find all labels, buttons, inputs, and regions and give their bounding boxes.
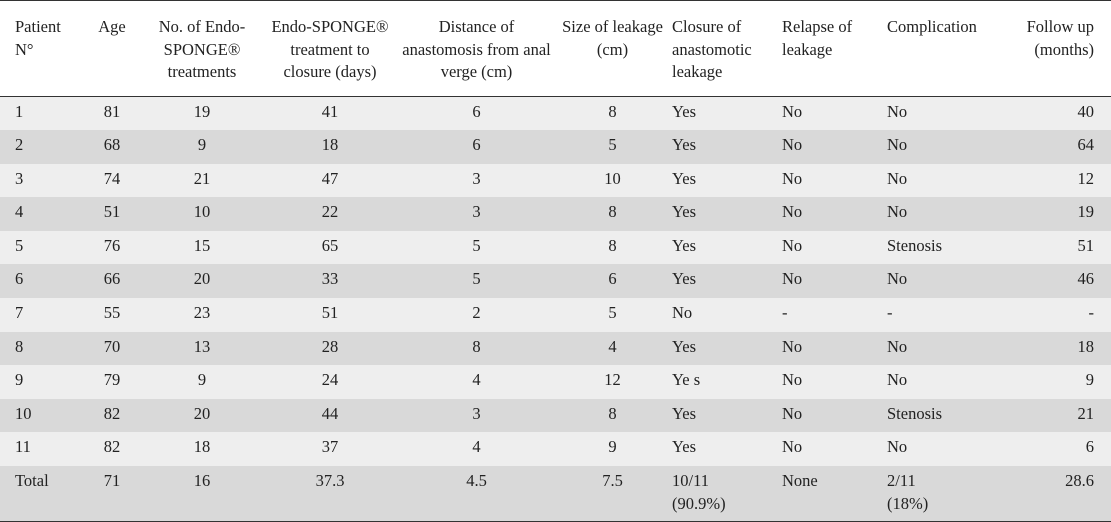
cell-follow-up: 21 <box>1077 403 1094 423</box>
cell-size: 10 <box>604 168 621 188</box>
cell-complication: No <box>887 370 908 390</box>
table-row <box>0 231 1111 265</box>
header-row <box>0 1 1111 97</box>
cell-age: 79 <box>103 370 121 390</box>
cell-treatments: 19 <box>193 102 211 121</box>
cell-complication: No <box>887 269 908 289</box>
cell-age: 51 <box>103 202 121 222</box>
total-label <box>0 466 84 521</box>
cell-age: 74 <box>103 168 121 188</box>
total-relapse <box>778 466 877 521</box>
total-follow-up-line-1: 28.6 <box>1065 471 1094 491</box>
cell-follow-up: 12 <box>1077 168 1094 188</box>
cell-distance: 5 <box>472 269 481 289</box>
cell-relapse: No <box>782 135 803 155</box>
cell-closure: Yes <box>672 269 697 289</box>
total-closure-line-1: 10/11 <box>672 471 709 491</box>
cell-days: 65 <box>321 235 339 255</box>
cell-closure: Yes <box>672 168 697 188</box>
cell-complication: No <box>887 102 908 121</box>
cell-closure: Yes <box>672 336 697 356</box>
cell-distance: 2 <box>472 303 481 323</box>
cell-distance: 4 <box>472 437 481 457</box>
cell-days: 51 <box>321 303 339 323</box>
cell-patient: 11 <box>15 437 31 457</box>
total-size <box>557 466 668 521</box>
cell-days: 37 <box>321 437 339 457</box>
cell-relapse: No <box>782 235 803 255</box>
cell-follow-up: 40 <box>1077 102 1094 121</box>
cell-treatments: 9 <box>197 370 207 390</box>
cell-relapse: No <box>782 336 803 356</box>
cell-relapse: No <box>782 102 803 121</box>
cell-distance: 4 <box>472 370 481 390</box>
cell-size: 12 <box>604 370 621 390</box>
cell-treatments: 20 <box>193 269 211 289</box>
cell-closure: Yes <box>672 403 697 423</box>
table-row <box>0 332 1111 366</box>
cell-complication: Stenosis <box>887 235 943 255</box>
cell-days: 28 <box>321 336 339 356</box>
cell-age: 82 <box>103 403 121 423</box>
cell-size: 6 <box>608 269 617 289</box>
cell-closure: Ye s <box>672 370 701 390</box>
cell-treatments: 21 <box>193 168 211 188</box>
cell-size: 8 <box>608 202 617 222</box>
total-complication-line-1: 2/11 <box>887 471 916 491</box>
cell-days: 47 <box>321 168 339 188</box>
cell-patient: 1 <box>15 102 24 121</box>
total-distance-line-1: 4.5 <box>466 471 487 491</box>
cell-closure: Yes <box>672 235 697 255</box>
cell-complication: Stenosis <box>887 403 943 423</box>
total-follow-up <box>991 466 1111 521</box>
total-complication <box>877 466 991 521</box>
header-patient: Patient N° <box>0 1 84 97</box>
cell-relapse: - <box>782 303 788 323</box>
cell-relapse: No <box>782 403 803 423</box>
cell-size: 9 <box>608 437 617 457</box>
cell-treatments: 20 <box>193 403 211 423</box>
cell-complication: No <box>887 135 908 155</box>
cell-follow-up: 19 <box>1077 202 1094 222</box>
cell-follow-up: 51 <box>1077 235 1094 255</box>
cell-distance: 8 <box>472 336 481 356</box>
total-days <box>264 466 396 521</box>
table-row <box>0 399 1111 433</box>
table-row <box>0 365 1111 399</box>
cell-size: 8 <box>608 235 617 255</box>
table-body <box>0 97 1111 522</box>
cell-treatments: 18 <box>193 437 211 457</box>
cell-days: 33 <box>321 269 339 289</box>
cell-days: 44 <box>321 403 339 423</box>
cell-age: 68 <box>103 135 121 155</box>
cell-distance: 5 <box>472 235 481 255</box>
total-treatments-line-1: 16 <box>193 471 211 491</box>
header-treatments: No. of Endo-SPONGE® treatments <box>140 1 264 97</box>
header-age: Age <box>84 1 140 97</box>
table-row <box>0 130 1111 164</box>
table-row <box>0 264 1111 298</box>
cell-closure: Yes <box>672 202 697 222</box>
table-row <box>0 298 1111 332</box>
cell-treatments: 9 <box>197 135 207 155</box>
cell-age: 55 <box>103 303 121 323</box>
cell-age: 82 <box>103 437 121 457</box>
header-follow-up: Follow up (months) <box>991 1 1111 97</box>
cell-complication: No <box>887 437 908 457</box>
cell-treatments: 13 <box>193 336 211 356</box>
cell-patient: 3 <box>15 168 24 188</box>
cell-size: 5 <box>608 303 617 323</box>
cell-patient: 10 <box>15 403 32 423</box>
total-days-line-1: 37.3 <box>315 471 345 491</box>
total-complication-line-2: (18%) <box>887 493 929 513</box>
header-days: Endo-SPONGE® treatment to closure (days) <box>264 1 396 97</box>
cell-closure: Yes <box>672 135 697 155</box>
cell-patient: 2 <box>15 135 24 155</box>
cell-size: 4 <box>608 336 617 356</box>
cell-relapse: No <box>782 202 803 222</box>
header-complication: Complication <box>877 1 991 97</box>
total-closure <box>668 466 778 521</box>
header-relapse: Relapse of leakage <box>778 1 877 97</box>
cell-follow-up: - <box>1088 303 1094 323</box>
cell-distance: 3 <box>472 168 481 188</box>
total-relapse-line-1: None <box>782 471 818 491</box>
total-age-line-1: 71 <box>103 471 121 491</box>
cell-days: 18 <box>321 135 339 155</box>
cell-complication: No <box>887 336 908 356</box>
cell-days: 24 <box>321 370 339 390</box>
header-distance: Distance of anastomosis from anal verge (cm) <box>396 1 557 97</box>
cell-age: 66 <box>103 269 121 289</box>
cell-treatments: 10 <box>193 202 211 222</box>
cell-complication: No <box>887 202 908 222</box>
cell-complication: No <box>887 168 908 188</box>
cell-age: 76 <box>103 235 121 255</box>
cell-follow-up: 64 <box>1077 135 1094 155</box>
cell-distance: 3 <box>472 202 481 222</box>
header-size: Size of leakage (cm) <box>557 1 668 97</box>
cell-distance: 6 <box>472 135 481 155</box>
table-row <box>0 197 1111 231</box>
table-row <box>0 97 1111 131</box>
cell-patient: 5 <box>15 235 24 255</box>
cell-treatments: 23 <box>193 303 211 323</box>
cell-size: 8 <box>608 102 617 121</box>
table-header <box>0 1 1111 97</box>
cell-days: 41 <box>321 102 339 121</box>
total-age <box>84 466 140 521</box>
cell-age: 70 <box>103 336 121 356</box>
cell-relapse: No <box>782 168 803 188</box>
cell-follow-up: 9 <box>1085 370 1094 390</box>
cell-patient: 8 <box>15 336 24 356</box>
total-distance <box>396 466 557 521</box>
table-row <box>0 432 1111 466</box>
total-treatments <box>140 466 264 521</box>
table-row <box>0 164 1111 198</box>
cell-follow-up: 46 <box>1077 269 1094 289</box>
cell-patient: 9 <box>15 370 24 390</box>
header-closure: Closure of anastomotic leakage <box>668 1 778 97</box>
cell-relapse: No <box>782 370 803 390</box>
cell-closure: Yes <box>672 102 697 121</box>
cell-size: 8 <box>608 403 617 423</box>
cell-relapse: No <box>782 437 803 457</box>
cell-relapse: No <box>782 269 803 289</box>
cell-patient: 6 <box>15 269 24 289</box>
cell-closure: No <box>672 303 693 323</box>
cell-follow-up: 18 <box>1077 336 1094 356</box>
total-row <box>0 466 1111 521</box>
cell-treatments: 15 <box>193 235 211 255</box>
cell-distance: 3 <box>472 403 481 423</box>
cell-days: 22 <box>321 202 339 222</box>
cell-patient: 7 <box>15 303 24 323</box>
cell-patient: 4 <box>15 202 24 222</box>
cell-distance: 6 <box>472 102 481 121</box>
cell-age: 81 <box>103 102 121 121</box>
cell-size: 5 <box>608 135 617 155</box>
cell-follow-up: 6 <box>1085 437 1094 457</box>
total-size-line-1: 7.5 <box>602 471 623 491</box>
cell-complication: - <box>887 303 893 323</box>
total-label-line-1: Total <box>15 471 49 491</box>
total-closure-line-2: (90.9%) <box>672 493 726 513</box>
cell-closure: Yes <box>672 437 697 457</box>
